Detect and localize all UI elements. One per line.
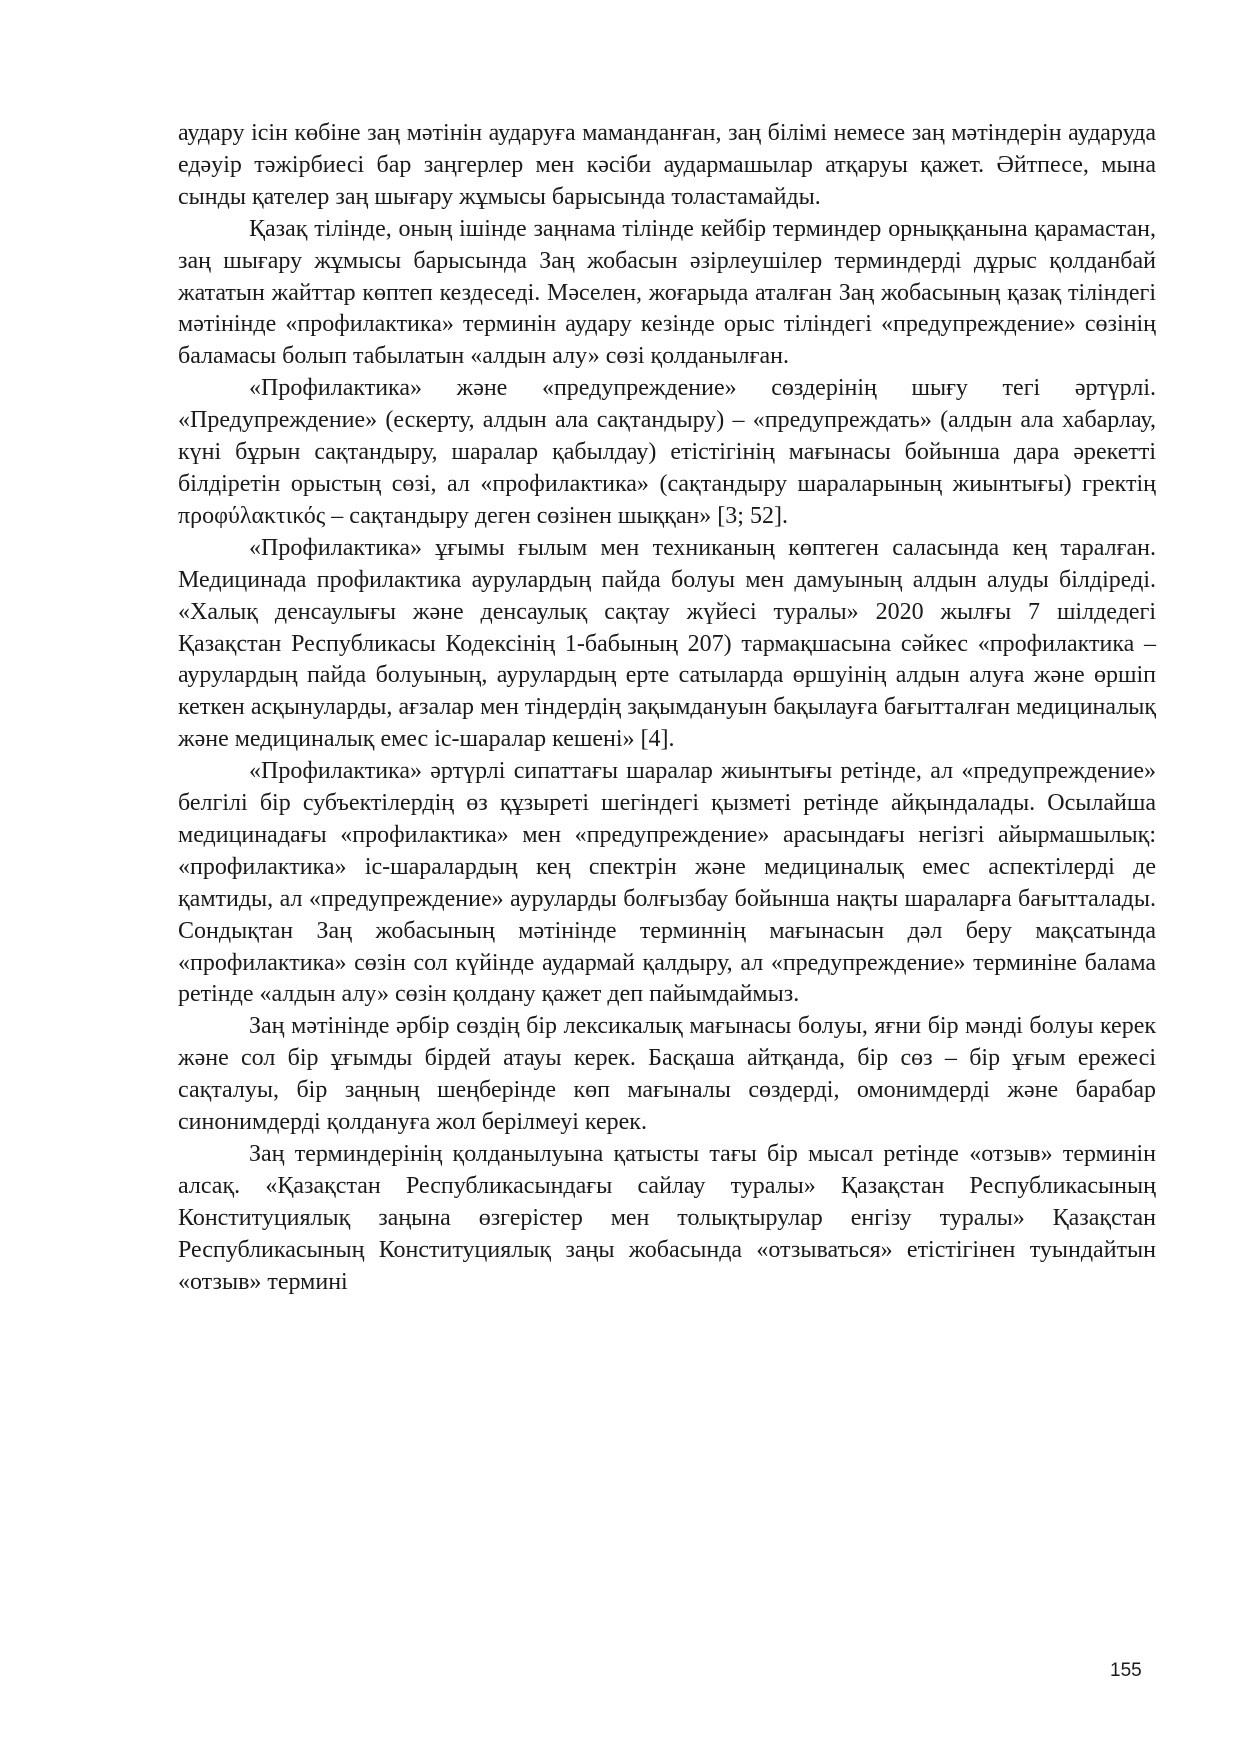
paragraph: «Профилактика» және «предупреждение» сөздерінің шығу тегі әртүрлі. «Предупреждение» (ескерту, алдын ала сақтандыру) – «предупреждать» (алдын ала хабарлау, күні бұрын сақтандыру, шаралар қабылдау) етістігінің мағынасы бойынша дара әрекетті білдіретін орыстың сөзі, ал «профилактика» (сақтандыру шараларының жиынтығы) гректің προφύλακτικός – сақтандыру деген сөзінен шыққан» [3; 52]. xyxy=(178,375,1156,529)
body-text xyxy=(178,118,1156,1299)
page-number: 155 xyxy=(1110,1660,1142,1681)
paragraph: «Профилактика» әртүрлі сипаттағы шаралар жиынтығы ретінде, ал «предупреждение» белгілі бір субъектілердің өз құзыреті шегіндегі қызметі ретінде айқындалады. Осылайша медицинадағы «профилактика» мен «предупреждение» арасындағы негізгі айырмашылық: «профилактика» іс-шаралардың кең спектрін және медициналық емес аспектілерді де қамтиды, ал «предупреждение» ауруларды болғызбау бойынша нақты шараларға бағытталады. Сондықтан Заң жобасының мәтінінде терминнің мағынасын дәл беру мақсатында «профилактика» сөзін сол күйінде аудармай қалдыру, ал «предупреждение» терминіне балама ретінде «алдын алу» сөзін қолдану қажет деп пайымдаймыз. xyxy=(178,758,1156,1008)
paragraph: Заң терминдерінің қолданылуына қатысты тағы бір мысал ретінде «отзыв» терминін алсақ. «Қазақстан Республикасындағы сайлау туралы» Қазақстан Республикасының Конституциялық заңына өзгерістер мен толықтырулар енгізу туралы» Қазақстан Республикасының Конституциялық заңы жобасында «отзываться» етістігінен туындайтын «отзыв» термині xyxy=(178,1141,1156,1295)
paragraph: «Профилактика» ұғымы ғылым мен техниканың көптеген саласында кең таралған. Медицинада профилактика аурулардың пайда болуы мен дамуының алдын алуды білдіреді. «Халық денсаулығы және денсаулық сақтау жүйесі туралы» 2020 жылғы 7 шілдедегі Қазақстан Республикасы Кодексінің 1-бабының 207) тармақшасына сәйкес «профилактика – аурулардың пайда болуының, аурулардың ерте сатыларда өршуінің алдын алуға және өршіп кеткен асқынуларды, ағзалар мен тіндердің зақымдануын бақылауға бағытталған медициналық және медициналық емес іс-шаралар кешені» [4]. xyxy=(178,534,1156,753)
paragraph: Заң мәтінінде әрбір сөздің бір лексикалық мағынасы болуы, яғни бір мәнді болуы керек және сол бір ұғымды бірдей атауы керек. Басқаша айтқанда, бір сөз – бір ұғым ережесі сақталуы, бір заңның шеңберінде көп мағыналы сөздерді, омонимдерді және барабар синонимдерді қолдануға жол берілмеуі керек. xyxy=(178,1013,1156,1136)
paragraph: аудару ісін көбіне заң мәтінін аударуға маманданған, заң білімі немесе заң мәтіндерін аударуда едәуір тәжірбиесі бар заңгерлер мен кәсіби аудармашылар атқаруы қажет. Әйтпесе, мына сынды қателер заң шығару жұмысы барысында толастамайды. xyxy=(178,120,1156,210)
paragraph: Қазақ тілінде, оның ішінде заңнама тілінде кейбір терминдер орныққанына қарамастан, заң шығару жұмысы барысында Заң жобасын әзірлеушілер терминдерді дұрыс қолданбай жататын жайттар көптеп кездеседі. Мәселен, жоғарыда аталған Заң жобасының қазақ тіліндегі мәтінінде «профилактика» терминін аудару кезінде орыс тіліндегі «предупреждение» сөзінің баламасы болып табылатын «алдын алу» сөзі қолданылған. xyxy=(178,215,1156,370)
